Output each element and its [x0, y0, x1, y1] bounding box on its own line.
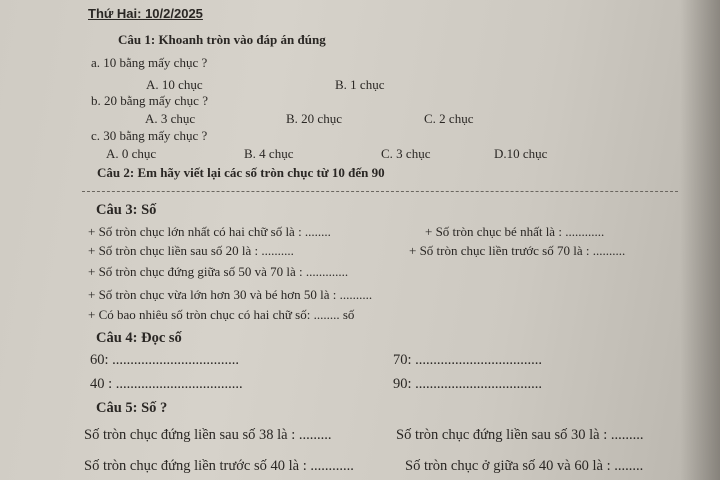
q5-line-1: Số tròn chục đứng liền sau số 38 là : ......... [84, 427, 332, 443]
q1b-option-a: A. 3 chục [145, 111, 196, 126]
q1b-option-c: C. 2 chục [424, 111, 474, 126]
q2-title: Câu 2: Em hãy viết lại các số tròn chục từ 10 đến 90 [97, 165, 385, 180]
q3-line-7: + Có bao nhiêu số tròn chục có hai chữ số: ........ số [88, 307, 355, 322]
q3-line-3: + Số tròn chục liền sau số 20 là : .......... [88, 243, 294, 258]
q4-item-60: 60: ................................... [90, 352, 240, 368]
date-heading: Thứ Hai: 10/2/2025 [88, 6, 203, 21]
q5-title: Câu 5: Số ? [96, 400, 168, 416]
q3-title: Câu 3: Số [96, 202, 157, 218]
q1b-option-b: B. 20 chục [286, 111, 342, 126]
q1a-question: a. 10 bằng mấy chục ? [91, 55, 208, 70]
q1c-question: c. 30 bằng mấy chục ? [91, 128, 208, 143]
q1c-option-c: C. 3 chục [381, 146, 431, 161]
q1a-option-b: B. 1 chục [335, 77, 385, 92]
q3-line-1: + Số tròn chục lớn nhất có hai chữ số là : ........ [88, 224, 331, 239]
answer-dotted-line [82, 191, 678, 192]
q1c-option-b: B. 4 chục [244, 146, 294, 161]
q3-line-5: + Số tròn chục đứng giữa số 50 và 70 là : ............. [88, 264, 349, 279]
q1b-question: b. 20 bằng mấy chục ? [91, 93, 208, 108]
q4-title: Câu 4: Đọc số [96, 330, 182, 346]
q5-line-2: Số tròn chục đứng liền sau số 30 là : ......... [396, 427, 644, 443]
q5-line-4: Số tròn chục ở giữa số 40 và 60 là : ........ [405, 458, 644, 474]
q1c-option-d: D.10 chục [494, 146, 548, 161]
q4-item-70: 70: ................................... [393, 352, 543, 368]
q4-item-90: 90: ................................... [393, 376, 543, 392]
q4-item-40: 40 : ................................... [90, 376, 243, 392]
q1a-option-a: A. 10 chục [146, 77, 203, 92]
q5-line-3: Số tròn chục đứng liền trước số 40 là : ............ [84, 458, 354, 474]
q1-title: Câu 1: Khoanh tròn vào đáp án đúng [118, 32, 326, 47]
q3-line-6: + Số tròn chục vừa lớn hơn 30 và bé hơn 50 là : .......... [88, 287, 373, 302]
q1c-option-a: A. 0 chục [106, 146, 157, 161]
q3-line-2: + Số tròn chục bé nhất là : ............ [425, 224, 605, 239]
q3-line-4: + Số tròn chục liền trước số 70 là : .......... [409, 243, 626, 258]
page-edge-shadow [680, 0, 720, 480]
